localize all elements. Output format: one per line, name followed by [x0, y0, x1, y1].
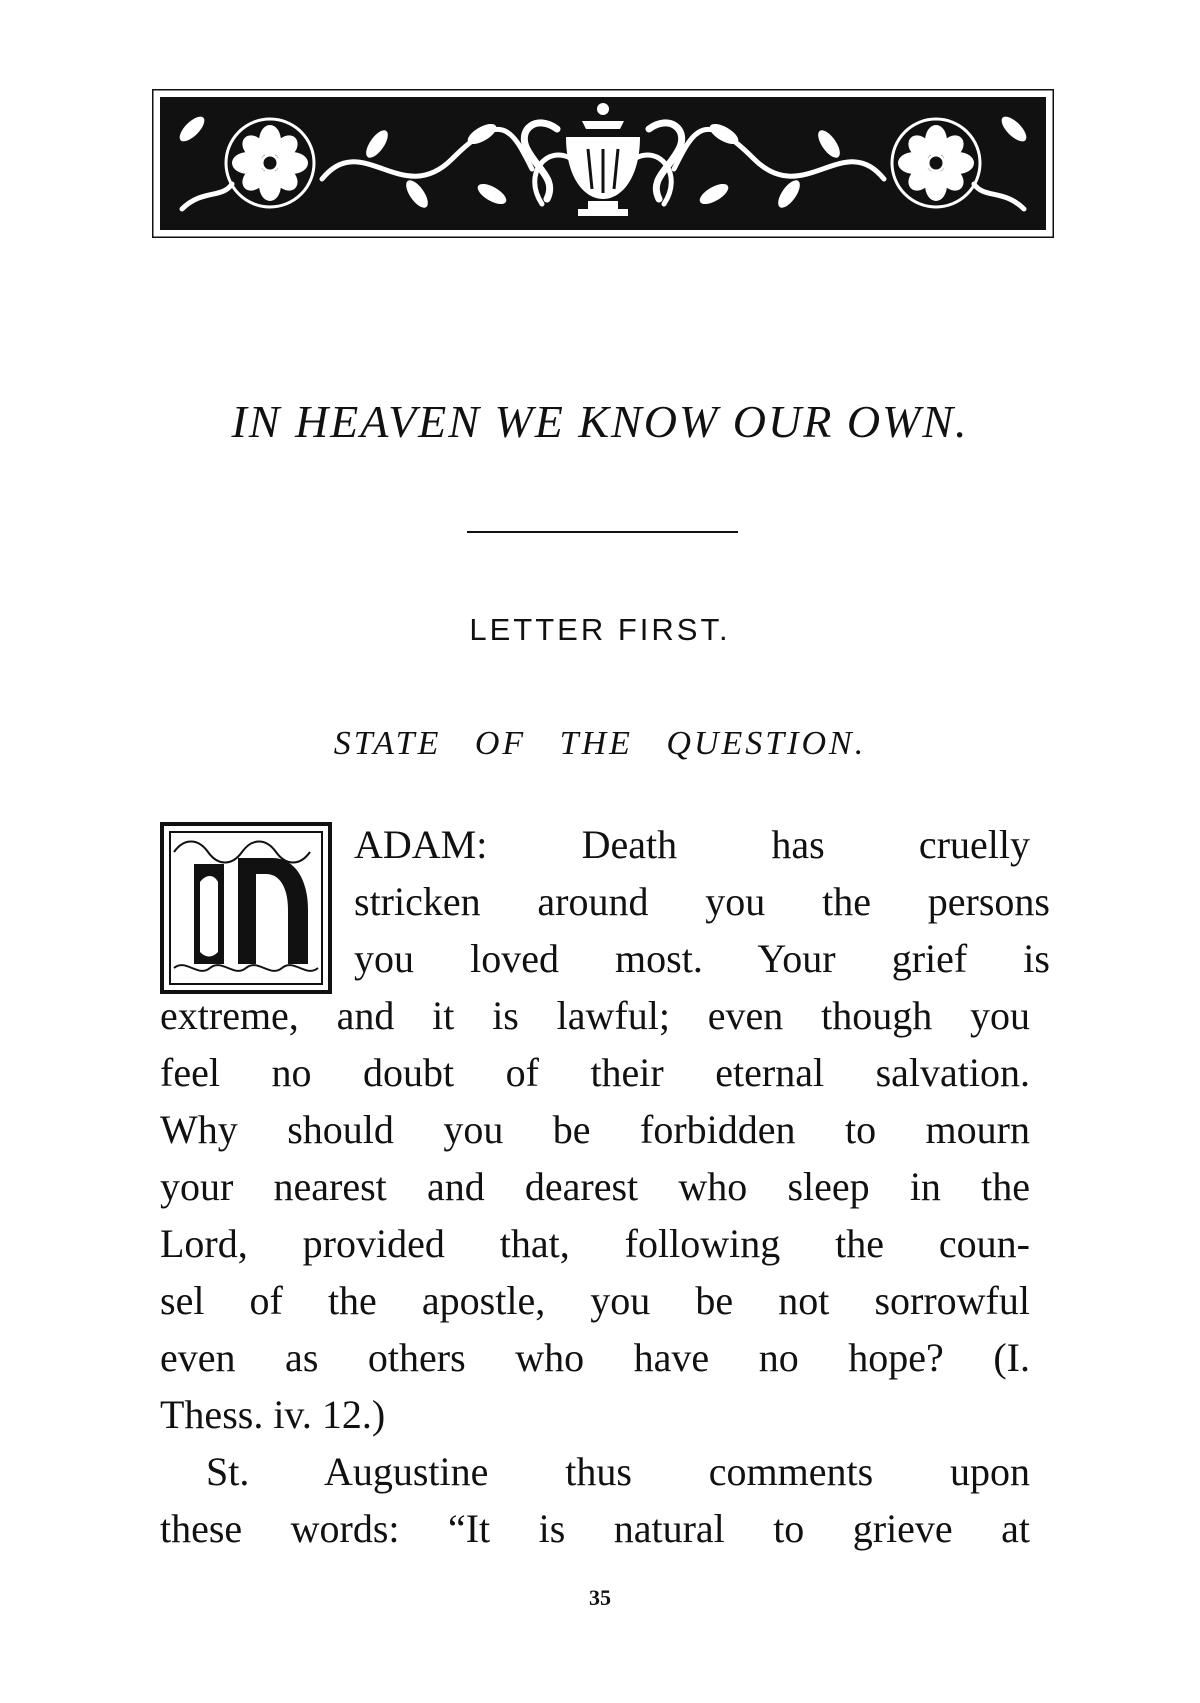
- left-rosette-icon: [226, 119, 314, 207]
- drop-cap-m-icon: [160, 822, 332, 994]
- text-line-3: you loved most. Your grief is: [354, 936, 1050, 981]
- text-line-11: Thess. iv. 12.): [160, 1392, 386, 1437]
- chapter-title: IN HEAVEN WE KNOW OUR OWN.: [231, 396, 969, 447]
- text-line-8: Lord, provided that, following the coun-: [160, 1221, 1030, 1266]
- text-line-10: even as others who have no hope? (I.: [160, 1335, 1030, 1380]
- section-subtitle: STATE OF THE QUESTION.: [333, 725, 867, 762]
- text-line-7: your nearest and dearest who sleep in the: [160, 1164, 1030, 1209]
- text-line-5: feel no doubt of their eternal salvation.: [160, 1050, 1030, 1095]
- letter-heading: LETTER FIRST.: [469, 612, 731, 647]
- text-line-2: stricken around you the persons: [354, 879, 1050, 924]
- text-line-4: extreme, and it is lawful; even though you: [160, 993, 1030, 1038]
- text-line-12: St. Augustine thus comments upon: [206, 1449, 1030, 1494]
- page-number: 35: [589, 1585, 611, 1610]
- title-rule: [467, 531, 738, 533]
- text-line-13: these words: “It is natural to grieve at: [160, 1506, 1030, 1551]
- right-rosette-icon: [892, 119, 980, 207]
- ornamental-headpiece: [152, 89, 1054, 238]
- text-line-6: Why should you be forbidden to mourn: [160, 1107, 1030, 1152]
- text-line-9: sel of the apostle, you be not sorrowful: [160, 1278, 1030, 1323]
- drop-cap-letter: M: [245, 982, 247, 983]
- text-line-1: ADAM: Death has cruelly: [354, 822, 1030, 867]
